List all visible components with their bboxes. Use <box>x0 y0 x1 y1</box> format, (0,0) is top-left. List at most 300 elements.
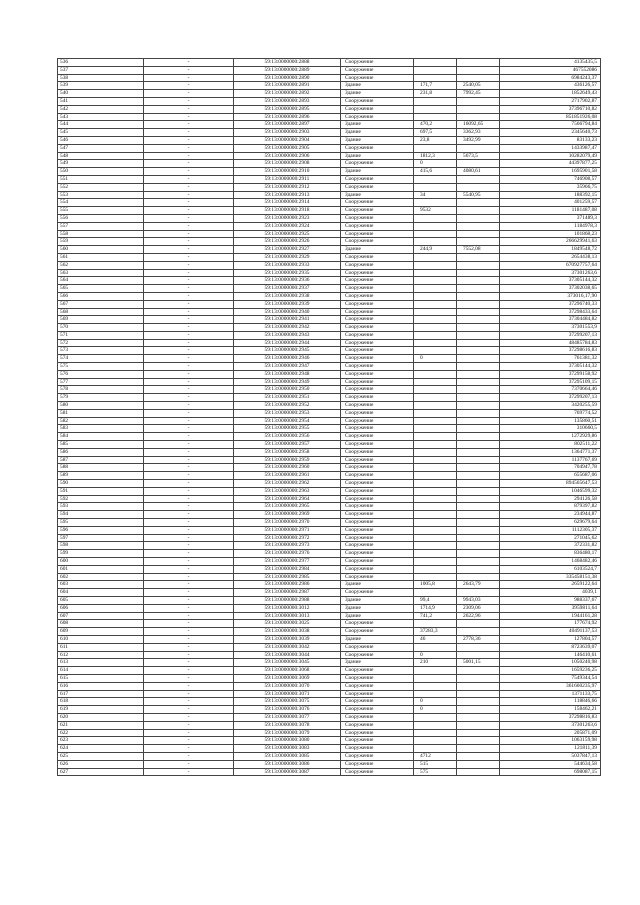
cadastral-value: 101868,23 <box>500 230 601 238</box>
object-dash: - <box>144 402 234 410</box>
row-number: 570 <box>58 324 144 332</box>
object-type: Сооружение <box>341 214 414 222</box>
table-row <box>58 394 601 402</box>
cadastral-number: 59:13:0000000:2943 <box>234 331 341 339</box>
cadastral-value: 704947,78 <box>500 464 601 472</box>
object-type: Сооружение <box>341 487 414 495</box>
table-row <box>58 175 601 183</box>
cadastral-number: 59:13:0000000:2949 <box>234 378 341 386</box>
unit-cost <box>457 565 500 573</box>
object-type: Здание <box>341 659 414 667</box>
object-type: Сооружение <box>341 277 414 285</box>
row-number: 611 <box>58 643 144 651</box>
object-dash: - <box>144 324 234 332</box>
unit-cost: 5673,5 <box>457 152 500 160</box>
unit-cost <box>457 199 500 207</box>
cadastral-value: 37396710,82 <box>500 105 601 113</box>
cadastral-number: 59:13:0000000:3068 <box>234 667 341 675</box>
object-type: Сооружение <box>341 542 414 550</box>
unit-cost <box>457 222 500 230</box>
object-dash: - <box>144 277 234 285</box>
property-register-table <box>57 58 601 776</box>
unit-cost <box>457 394 500 402</box>
table-row <box>58 277 601 285</box>
unit-cost <box>457 339 500 347</box>
cadastral-number: 59:13:0000000:2948 <box>234 370 341 378</box>
cadastral-value: 6103524,7 <box>500 565 601 573</box>
object-dash: - <box>144 519 234 527</box>
unit-cost <box>457 667 500 675</box>
area-value <box>414 175 457 183</box>
row-number: 549 <box>58 160 144 168</box>
cadastral-number: 59:13:0000000:2890 <box>234 74 341 82</box>
area-value <box>414 386 457 394</box>
cadastral-number: 59:13:0000000:2977 <box>234 558 341 566</box>
cadastral-value: 37299207,13 <box>500 394 601 402</box>
unit-cost <box>457 690 500 698</box>
cadastral-value: 44397877,25 <box>500 160 601 168</box>
table-row <box>58 152 601 160</box>
cadastral-number: 59:13:0000000:2892 <box>234 90 341 98</box>
row-number: 560 <box>58 246 144 254</box>
unit-cost <box>457 433 500 441</box>
row-number: 614 <box>58 667 144 675</box>
row-number: 587 <box>58 456 144 464</box>
unit-cost <box>457 674 500 682</box>
unit-cost <box>457 207 500 215</box>
object-dash: - <box>144 175 234 183</box>
table-row <box>58 752 601 760</box>
table-row <box>58 238 601 246</box>
object-type: Сооружение <box>341 558 414 566</box>
cadastral-value: 698087,15 <box>500 768 601 776</box>
cadastral-value: 371489,3 <box>500 214 601 222</box>
table-row <box>58 386 601 394</box>
unit-cost <box>457 277 500 285</box>
cadastral-number: 59:13:0000000:2896 <box>234 113 341 121</box>
object-dash: - <box>144 378 234 386</box>
unit-cost <box>457 628 500 636</box>
row-number: 617 <box>58 690 144 698</box>
cadastral-number: 59:13:0000000:2912 <box>234 183 341 191</box>
object-type: Сооружение <box>341 448 414 456</box>
unit-cost <box>457 59 500 67</box>
table-row <box>58 472 601 480</box>
object-type: Сооружение <box>341 113 414 121</box>
cadastral-value: 37301263,6 <box>500 269 601 277</box>
object-dash: - <box>144 199 234 207</box>
cadastral-number: 59:13:0000000:2923 <box>234 214 341 222</box>
cadastral-value: 988337,67 <box>500 596 601 604</box>
row-number: 567 <box>58 300 144 308</box>
cadastral-number: 59:13:0000000:2950 <box>234 386 341 394</box>
unit-cost <box>457 558 500 566</box>
object-type: Сооружение <box>341 565 414 573</box>
object-dash: - <box>144 425 234 433</box>
unit-cost <box>457 737 500 745</box>
cadastral-value: 1272929,86 <box>500 433 601 441</box>
cadastral-number: 59:13:0000000:3044 <box>234 651 341 659</box>
object-dash: - <box>144 745 234 753</box>
cadastral-value: 7370664,46 <box>500 386 601 394</box>
area-value: 99,4 <box>414 596 457 604</box>
table-row <box>58 690 601 698</box>
unit-cost <box>457 417 500 425</box>
area-value <box>414 417 457 425</box>
cadastral-number: 59:13:0000000:3025 <box>234 620 341 628</box>
object-type: Сооружение <box>341 324 414 332</box>
row-number: 566 <box>58 292 144 300</box>
row-number: 538 <box>58 74 144 82</box>
area-value <box>414 230 457 238</box>
cadastral-number: 59:13:0000000:2973 <box>234 542 341 550</box>
table-row <box>58 643 601 651</box>
object-dash: - <box>144 643 234 651</box>
object-dash: - <box>144 589 234 597</box>
object-type: Сооружение <box>341 207 414 215</box>
area-value <box>414 378 457 386</box>
row-number: 550 <box>58 168 144 176</box>
cadastral-value: 3959811,64 <box>500 604 601 612</box>
object-type: Сооружение <box>341 285 414 293</box>
cadastral-number: 59:13:0000000:2911 <box>234 175 341 183</box>
table-row <box>58 339 601 347</box>
object-dash: - <box>144 558 234 566</box>
row-number: 621 <box>58 721 144 729</box>
cadastral-number: 59:13:0000000:2956 <box>234 433 341 441</box>
row-number: 593 <box>58 503 144 511</box>
row-number: 561 <box>58 253 144 261</box>
area-value: 46 <box>414 635 457 643</box>
unit-cost <box>457 511 500 519</box>
area-value: 515 <box>414 760 457 768</box>
table-row <box>58 713 601 721</box>
row-number: 568 <box>58 308 144 316</box>
object-type: Сооружение <box>341 417 414 425</box>
object-type: Здание <box>341 82 414 90</box>
cadastral-value: 1063159,98 <box>500 737 601 745</box>
row-number: 609 <box>58 628 144 636</box>
object-type: Сооружение <box>341 175 414 183</box>
row-number: 544 <box>58 121 144 129</box>
unit-cost <box>457 355 500 363</box>
cadastral-value: 836480,17 <box>500 550 601 558</box>
table-row <box>58 441 601 449</box>
object-type: Сооружение <box>341 363 414 371</box>
object-type: Сооружение <box>341 526 414 534</box>
row-number: 610 <box>58 635 144 643</box>
object-dash: - <box>144 417 234 425</box>
cadastral-number: 59:13:0000000:3087 <box>234 768 341 776</box>
area-value <box>414 495 457 503</box>
area-value <box>414 464 457 472</box>
cadastral-number: 59:13:0000000:2893 <box>234 97 341 105</box>
object-type: Здание <box>341 168 414 176</box>
object-dash: - <box>144 183 234 191</box>
cadastral-value: 135860,51 <box>500 417 601 425</box>
unit-cost <box>457 113 500 121</box>
cadastral-number: 59:13:0000000:2947 <box>234 363 341 371</box>
table-row <box>58 503 601 511</box>
cadastral-value: 37301263,6 <box>500 721 601 729</box>
object-dash: - <box>144 339 234 347</box>
unit-cost <box>457 503 500 511</box>
table-row <box>58 721 601 729</box>
object-dash: - <box>144 152 234 160</box>
area-value: 34 <box>414 191 457 199</box>
cadastral-value: 335458151,38 <box>500 573 601 581</box>
object-type: Сооружение <box>341 59 414 67</box>
row-number: 574 <box>58 355 144 363</box>
cadastral-value: 177674,92 <box>500 620 601 628</box>
area-value: 1005,8 <box>414 581 457 589</box>
cadastral-number: 59:13:0000000:3071 <box>234 690 341 698</box>
cadastral-number: 59:13:0000000:3076 <box>234 706 341 714</box>
unit-cost <box>457 214 500 222</box>
table-row <box>58 550 601 558</box>
unit-cost <box>457 542 500 550</box>
object-dash: - <box>144 331 234 339</box>
area-value <box>414 448 457 456</box>
area-value <box>414 534 457 542</box>
object-type: Сооружение <box>341 620 414 628</box>
unit-cost <box>457 760 500 768</box>
area-value: 231,8 <box>414 90 457 98</box>
area-value <box>414 550 457 558</box>
object-type: Сооружение <box>341 651 414 659</box>
row-number: 540 <box>58 90 144 98</box>
cadastral-number: 59:13:0000000:2891 <box>234 82 341 90</box>
object-dash: - <box>144 74 234 82</box>
table-row <box>58 456 601 464</box>
cadastral-value: 37299207,13 <box>500 331 601 339</box>
cadastral-value: 5037847,13 <box>500 752 601 760</box>
row-number: 591 <box>58 487 144 495</box>
table-row <box>58 425 601 433</box>
table-row <box>58 207 601 215</box>
object-dash: - <box>144 651 234 659</box>
row-number: 571 <box>58 331 144 339</box>
cadastral-value: 4039,1 <box>500 589 601 597</box>
object-type: Сооружение <box>341 308 414 316</box>
object-type: Сооружение <box>341 628 414 636</box>
area-value <box>414 558 457 566</box>
object-type: Сооружение <box>341 339 414 347</box>
object-dash: - <box>144 690 234 698</box>
object-dash: - <box>144 464 234 472</box>
row-number: 562 <box>58 261 144 269</box>
area-value: 0 <box>414 651 457 659</box>
cadastral-value: 37305144,32 <box>500 363 601 371</box>
cadastral-value: 629679,64 <box>500 519 601 527</box>
object-dash: - <box>144 222 234 230</box>
area-value <box>414 503 457 511</box>
cadastral-number: 59:13:0000000:2926 <box>234 238 341 246</box>
cadastral-number: 59:13:0000000:3069 <box>234 674 341 682</box>
object-dash: - <box>144 667 234 675</box>
object-type: Сооружение <box>341 331 414 339</box>
row-number: 608 <box>58 620 144 628</box>
unit-cost <box>457 534 500 542</box>
row-number: 582 <box>58 417 144 425</box>
table-row <box>58 402 601 410</box>
unit-cost: 16092,65 <box>457 121 500 129</box>
cadastral-number: 59:13:0000000:2946 <box>234 355 341 363</box>
object-dash: - <box>144 82 234 90</box>
cadastral-value: 1849548,72 <box>500 246 601 254</box>
cadastral-value: 851851926,08 <box>500 113 601 121</box>
cadastral-number: 59:13:0000000:3080 <box>234 737 341 745</box>
area-value: 470,2 <box>414 121 457 129</box>
cadastral-value: 37299158,92 <box>500 370 601 378</box>
object-type: Здание <box>341 246 414 254</box>
object-dash: - <box>144 316 234 324</box>
object-dash: - <box>144 456 234 464</box>
unit-cost <box>457 589 500 597</box>
object-type: Сооружение <box>341 674 414 682</box>
cadastral-number: 59:13:0000000:2987 <box>234 589 341 597</box>
object-type: Сооружение <box>341 425 414 433</box>
unit-cost <box>457 66 500 74</box>
object-type: Сооружение <box>341 737 414 745</box>
area-value <box>414 183 457 191</box>
area-value <box>414 300 457 308</box>
cadastral-value: 37305144,32 <box>500 277 601 285</box>
cadastral-value: 3420255,59 <box>500 402 601 410</box>
area-value <box>414 487 457 495</box>
object-dash: - <box>144 238 234 246</box>
unit-cost <box>457 253 500 261</box>
cadastral-number: 59:13:0000000:2944 <box>234 339 341 347</box>
object-dash: - <box>144 370 234 378</box>
table-row <box>58 105 601 113</box>
area-value <box>414 542 457 550</box>
object-dash: - <box>144 760 234 768</box>
area-value: 37283,3 <box>414 628 457 636</box>
unit-cost <box>457 472 500 480</box>
cadastral-number: 59:13:0000000:2903 <box>234 129 341 137</box>
object-dash: - <box>144 698 234 706</box>
row-number: 597 <box>58 534 144 542</box>
cadastral-value: 1184978,3 <box>500 222 601 230</box>
object-dash: - <box>144 347 234 355</box>
area-value <box>414 105 457 113</box>
unit-cost: 7992,45 <box>457 90 500 98</box>
unit-cost <box>457 487 500 495</box>
table-row <box>58 589 601 597</box>
unit-cost <box>457 238 500 246</box>
row-number: 585 <box>58 441 144 449</box>
cadastral-value: 1852649,43 <box>500 90 601 98</box>
object-dash: - <box>144 144 234 152</box>
object-type: Здание <box>341 604 414 612</box>
object-type: Здание <box>341 129 414 137</box>
table-row <box>58 526 601 534</box>
object-type: Сооружение <box>341 370 414 378</box>
object-type: Сооружение <box>341 394 414 402</box>
unit-cost <box>457 183 500 191</box>
object-dash: - <box>144 300 234 308</box>
table-row <box>58 324 601 332</box>
area-value <box>414 308 457 316</box>
table-row <box>58 729 601 737</box>
object-type: Сооружение <box>341 199 414 207</box>
cadastral-value: 37298616,83 <box>500 347 601 355</box>
row-number: 552 <box>58 183 144 191</box>
object-type: Сооружение <box>341 745 414 753</box>
table-row <box>58 511 601 519</box>
cadastral-number: 59:13:0000000:2940 <box>234 308 341 316</box>
table-row <box>58 370 601 378</box>
row-number: 601 <box>58 565 144 573</box>
object-dash: - <box>144 355 234 363</box>
cadastral-number: 59:13:0000000:2957 <box>234 441 341 449</box>
table-row <box>58 565 601 573</box>
object-type: Сооружение <box>341 713 414 721</box>
object-type: Сооружение <box>341 144 414 152</box>
cadastral-number: 59:13:0000000:2954 <box>234 417 341 425</box>
cadastral-value: 372331,82 <box>500 542 601 550</box>
object-type: Здание <box>341 635 414 643</box>
table-row <box>58 480 601 488</box>
cadastral-number: 59:13:0000000:3038 <box>234 628 341 636</box>
area-value <box>414 667 457 675</box>
unit-cost <box>457 729 500 737</box>
table-row <box>58 448 601 456</box>
table-row <box>58 378 601 386</box>
unit-cost <box>457 363 500 371</box>
row-number: 592 <box>58 495 144 503</box>
object-dash: - <box>144 433 234 441</box>
area-value <box>414 238 457 246</box>
unit-cost <box>457 402 500 410</box>
table-row <box>58 97 601 105</box>
object-dash: - <box>144 207 234 215</box>
cadastral-number: 59:13:0000000:2988 <box>234 596 341 604</box>
table-row <box>58 674 601 682</box>
table-row <box>58 487 601 495</box>
unit-cost <box>457 713 500 721</box>
table-row <box>58 604 601 612</box>
cadastral-number: 59:13:0000000:3077 <box>234 713 341 721</box>
unit-cost: 2778,36 <box>457 635 500 643</box>
area-value <box>414 573 457 581</box>
area-value <box>414 620 457 628</box>
area-value <box>414 370 457 378</box>
row-number: 551 <box>58 175 144 183</box>
row-number: 565 <box>58 285 144 293</box>
area-value <box>414 347 457 355</box>
unit-cost <box>457 620 500 628</box>
object-dash: - <box>144 261 234 269</box>
area-value: 415,6 <box>414 168 457 176</box>
cadastral-number: 59:13:0000000:2941 <box>234 316 341 324</box>
cadastral-value: 10282079,49 <box>500 152 601 160</box>
unit-cost <box>457 745 500 753</box>
table-row <box>58 222 601 230</box>
table-row <box>58 300 601 308</box>
object-dash: - <box>144 160 234 168</box>
row-number: 618 <box>58 698 144 706</box>
row-number: 569 <box>58 316 144 324</box>
cadastral-number: 59:13:0000000:2984 <box>234 565 341 573</box>
cadastral-number: 59:13:0000000:2951 <box>234 394 341 402</box>
table-row <box>58 682 601 690</box>
cadastral-number: 59:13:0000000:2962 <box>234 480 341 488</box>
cadastral-value: 271045,62 <box>500 534 601 542</box>
table-row <box>58 316 601 324</box>
row-number: 599 <box>58 550 144 558</box>
